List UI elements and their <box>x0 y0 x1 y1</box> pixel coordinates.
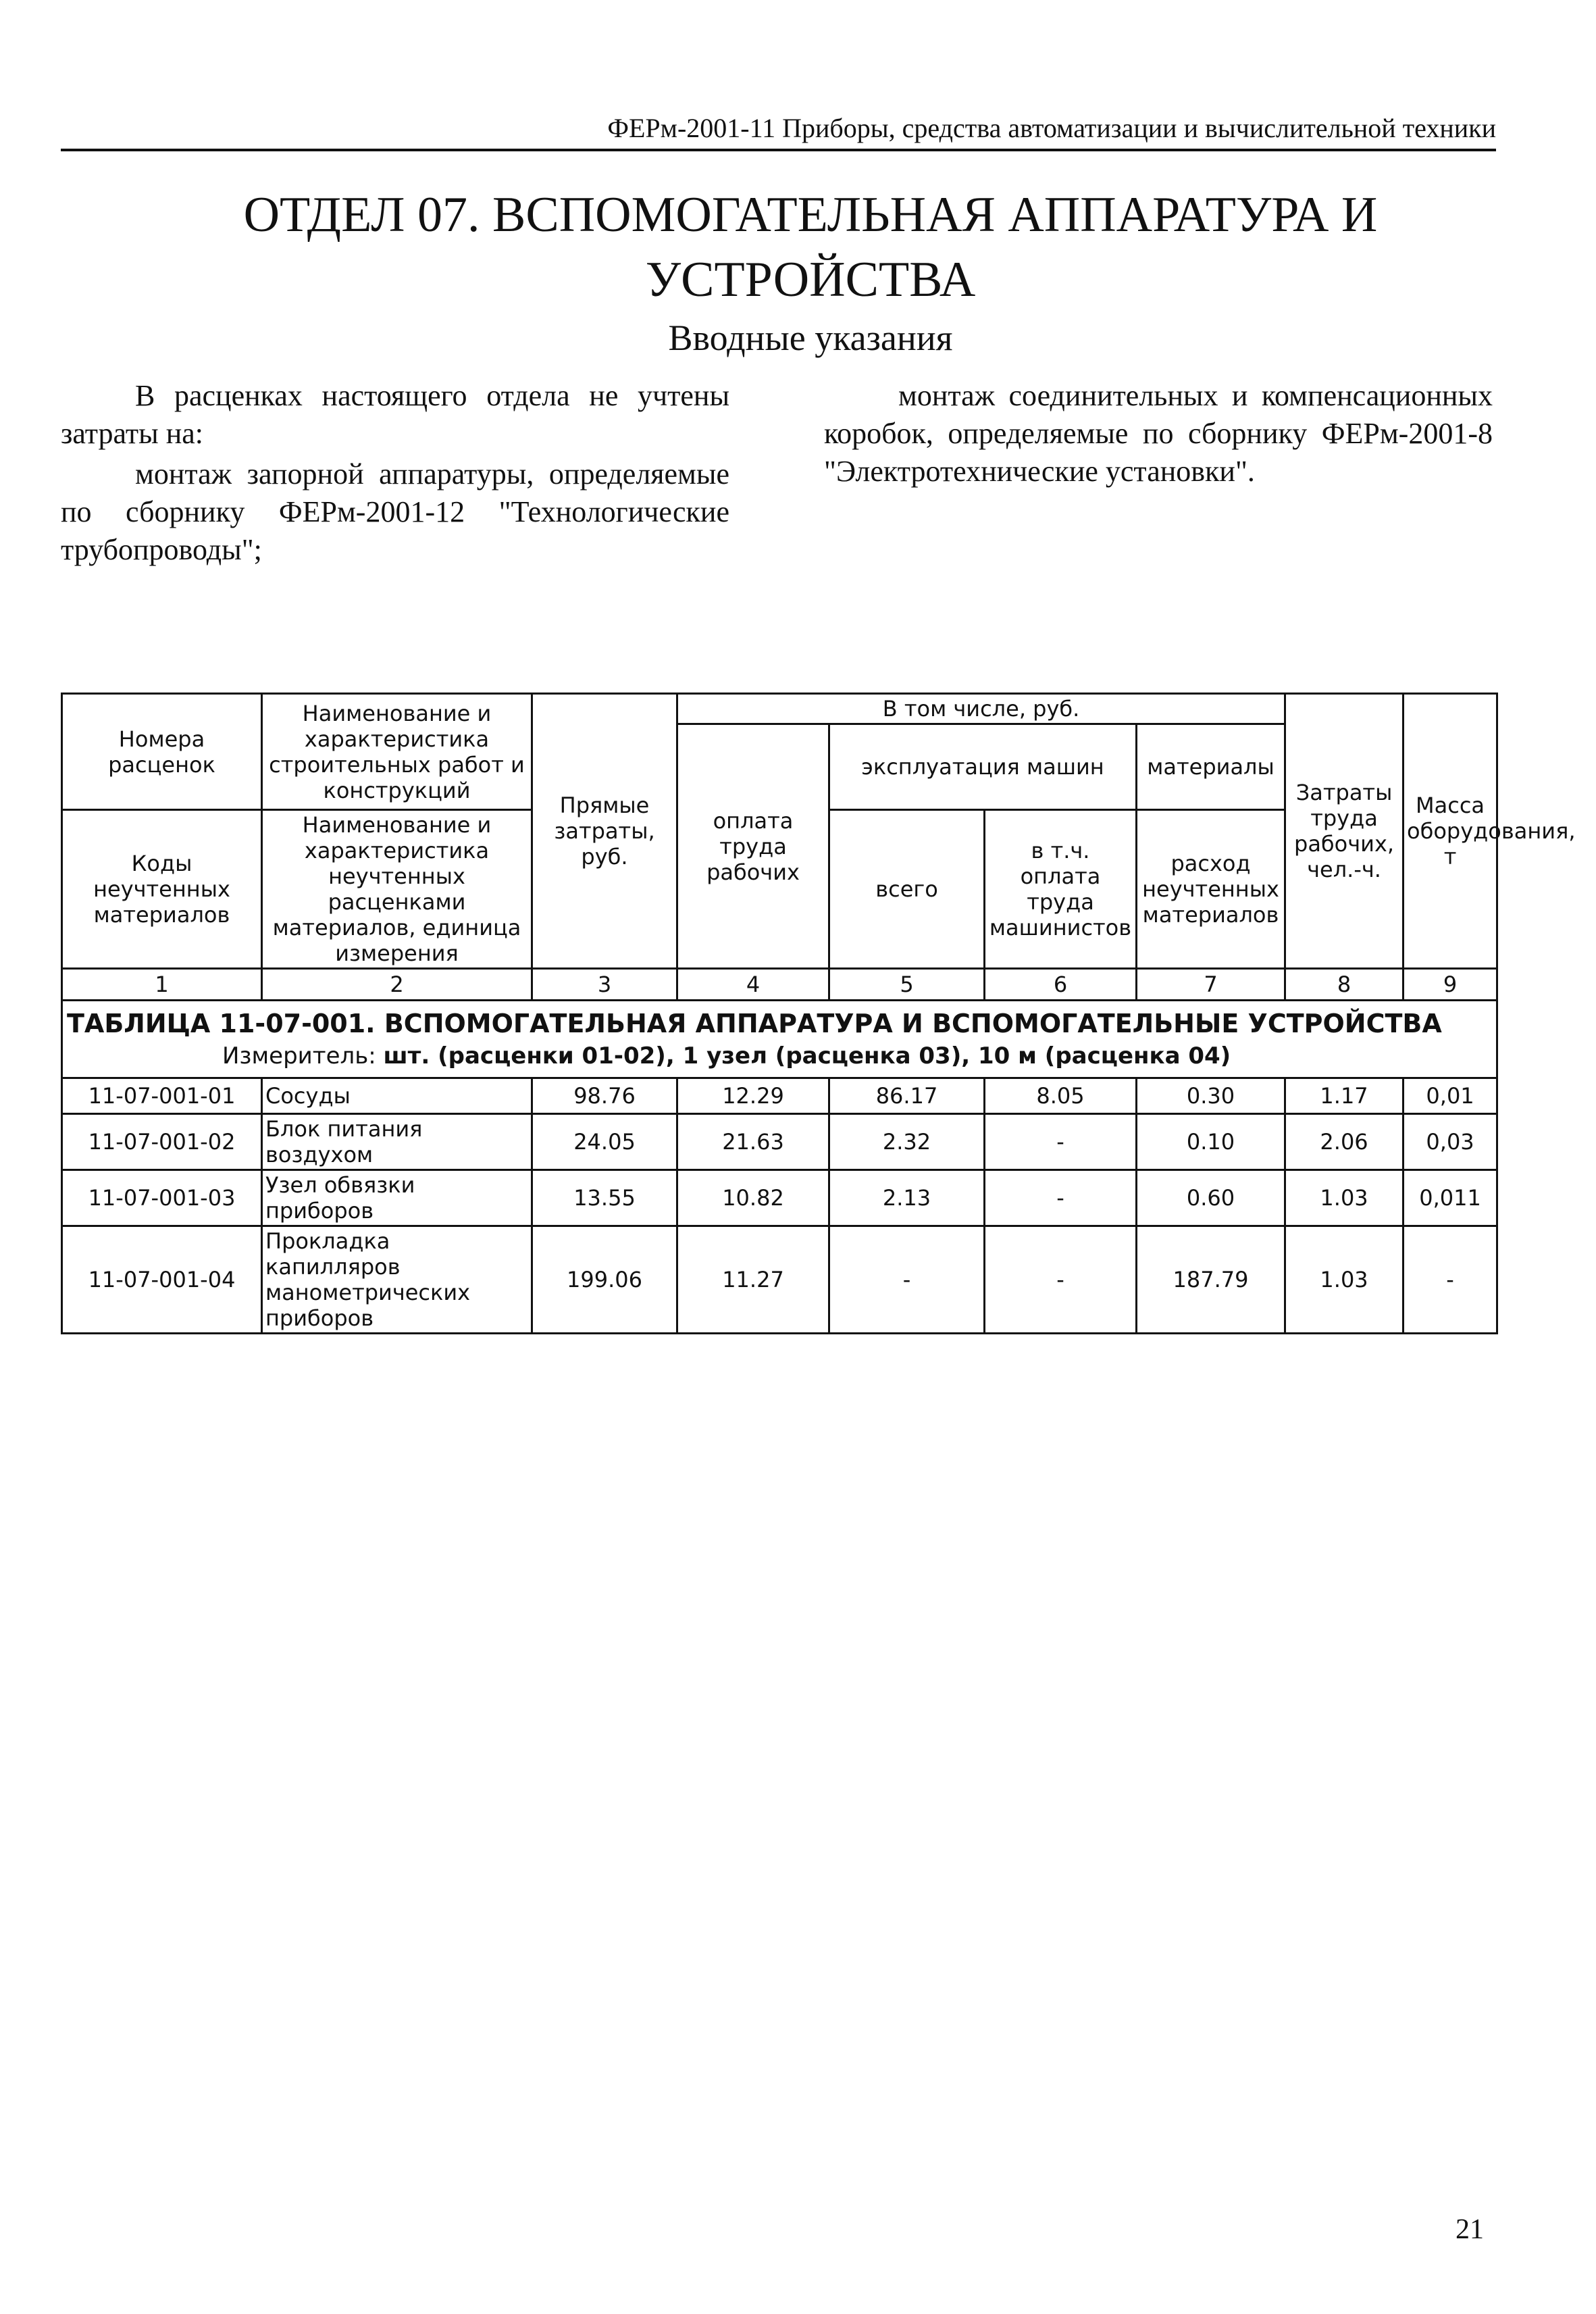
column-number: 3 <box>532 969 677 1001</box>
section-title-line1: ОТДЕЛ 07. ВСПОМОГАТЕЛЬНАЯ АППАРАТУРА И <box>243 187 1378 243</box>
materials: 0.30 <box>1137 1078 1285 1114</box>
materials: 187.79 <box>1137 1226 1285 1334</box>
table-row <box>62 1170 1497 1226</box>
rate-code: 11-07-001-04 <box>62 1226 262 1334</box>
work-name: Блок питания воздухом <box>262 1114 532 1170</box>
header-worker-pay: оплата труда рабочих <box>677 724 829 969</box>
materials: 0.60 <box>1137 1170 1285 1226</box>
table-meter <box>67 1040 1492 1072</box>
header-name-characteristics: Наименование и характеристика строительных работ и конструкций <box>262 694 532 810</box>
intro-right-column <box>824 377 1493 493</box>
machinist-pay: - <box>985 1226 1137 1334</box>
rates-table <box>61 693 1576 1334</box>
table-row <box>62 1114 1497 1170</box>
intro-left-column <box>61 377 729 572</box>
machinist-pay: 8.05 <box>985 1078 1137 1114</box>
equipment-mass: 0,01 <box>1404 1078 1497 1114</box>
column-number: 6 <box>985 969 1137 1001</box>
direct-costs: 24.05 <box>532 1114 677 1170</box>
column-number: 7 <box>1137 969 1285 1001</box>
rate-code: 11-07-001-03 <box>62 1170 262 1226</box>
work-name: Прокладка капилляров манометрических приборов <box>262 1226 532 1334</box>
labor-costs: 1.17 <box>1285 1078 1404 1114</box>
header-machines-total: всего <box>829 810 985 969</box>
intro-paragraph: монтаж запорной аппаратуры, определяемые по сборнику ФЕРм-2001-12 "Технологические трубопроводы"; <box>61 457 729 566</box>
column-number: 8 <box>1285 969 1404 1001</box>
machines-total: 86.17 <box>829 1078 985 1114</box>
header-rate-numbers: Номера расценок <box>62 694 262 810</box>
section-title <box>135 182 1486 312</box>
table-caption <box>62 1001 1497 1078</box>
intro-paragraph: В расценках настоящего отдела не учтены затраты на: <box>61 379 729 450</box>
equipment-mass: 0,011 <box>1404 1170 1497 1226</box>
page-number: 21 <box>1456 2214 1484 2245</box>
direct-costs: 199.06 <box>532 1226 677 1334</box>
machines-total: 2.32 <box>829 1114 985 1170</box>
equipment-mass: 0,03 <box>1404 1114 1497 1170</box>
materials: 0.10 <box>1137 1114 1285 1170</box>
table-row <box>62 1078 1497 1114</box>
header-machine-operation: эксплуатация машин <box>829 724 1137 810</box>
machines-total: - <box>829 1226 985 1334</box>
direct-costs: 98.76 <box>532 1078 677 1114</box>
column-number: 4 <box>677 969 829 1001</box>
header-unaccounted-codes: Коды неучтенных материалов <box>62 810 262 969</box>
labor-costs: 2.06 <box>1285 1114 1404 1170</box>
section-title-line2: УСТРОЙСТВА <box>645 252 976 307</box>
column-number: 2 <box>262 969 532 1001</box>
table-title: ТАБЛИЦА 11-07-001. ВСПОМОГАТЕЛЬНАЯ АППАРАТУРА И ВСПОМОГАТЕЛЬНЫЕ УСТРОЙСТВА <box>67 1009 1442 1038</box>
rate-code: 11-07-001-02 <box>62 1114 262 1170</box>
rate-code: 11-07-001-01 <box>62 1078 262 1114</box>
column-number: 1 <box>62 969 262 1001</box>
header-including: В том числе, руб. <box>677 694 1285 724</box>
work-name: Узел обвязки приборов <box>262 1170 532 1226</box>
running-header: ФЕРм-2001-11 Приборы, средства автоматизации и вычислительной техники <box>61 108 1496 151</box>
work-name: Сосуды <box>262 1078 532 1114</box>
worker-pay: 11.27 <box>677 1226 829 1334</box>
labor-costs: 1.03 <box>1285 1170 1404 1226</box>
meter-value: шт. (расценки 01-02), 1 узел (расценка 03), 10 м (расценка 04) <box>383 1042 1231 1070</box>
intro-paragraph: монтаж соединительных и компенсационных коробок, определяемые по сборнику ФЕРм-2001-8 "Электротехнические установки". <box>824 379 1493 488</box>
labor-costs: 1.03 <box>1285 1226 1404 1334</box>
column-number: 9 <box>1404 969 1497 1001</box>
column-number: 5 <box>829 969 985 1001</box>
machines-total: 2.13 <box>829 1170 985 1226</box>
machinist-pay: - <box>985 1114 1137 1170</box>
machinist-pay: - <box>985 1170 1137 1226</box>
header-name-materials: Наименование и характеристика неучтенных расценками материалов, единица измерения <box>262 810 532 969</box>
header-labor-costs: Затраты труда рабочих, чел.-ч. <box>1285 694 1404 969</box>
header-machinist-pay: в т.ч. оплата труда машинистов <box>985 810 1137 969</box>
header-equipment-mass: Масса оборудования, т <box>1404 694 1497 969</box>
worker-pay: 12.29 <box>677 1078 829 1114</box>
header-unaccounted-materials: расход неучтенных материалов <box>1137 810 1285 969</box>
direct-costs: 13.55 <box>532 1170 677 1226</box>
equipment-mass: - <box>1404 1226 1497 1334</box>
header-materials: материалы <box>1137 724 1285 810</box>
worker-pay: 10.82 <box>677 1170 829 1226</box>
intro-heading: Вводные указания <box>668 318 953 358</box>
table-row <box>62 1226 1497 1334</box>
meter-label: Измеритель: <box>222 1042 376 1070</box>
header-direct-costs: Прямые затраты, руб. <box>532 694 677 969</box>
worker-pay: 21.63 <box>677 1114 829 1170</box>
